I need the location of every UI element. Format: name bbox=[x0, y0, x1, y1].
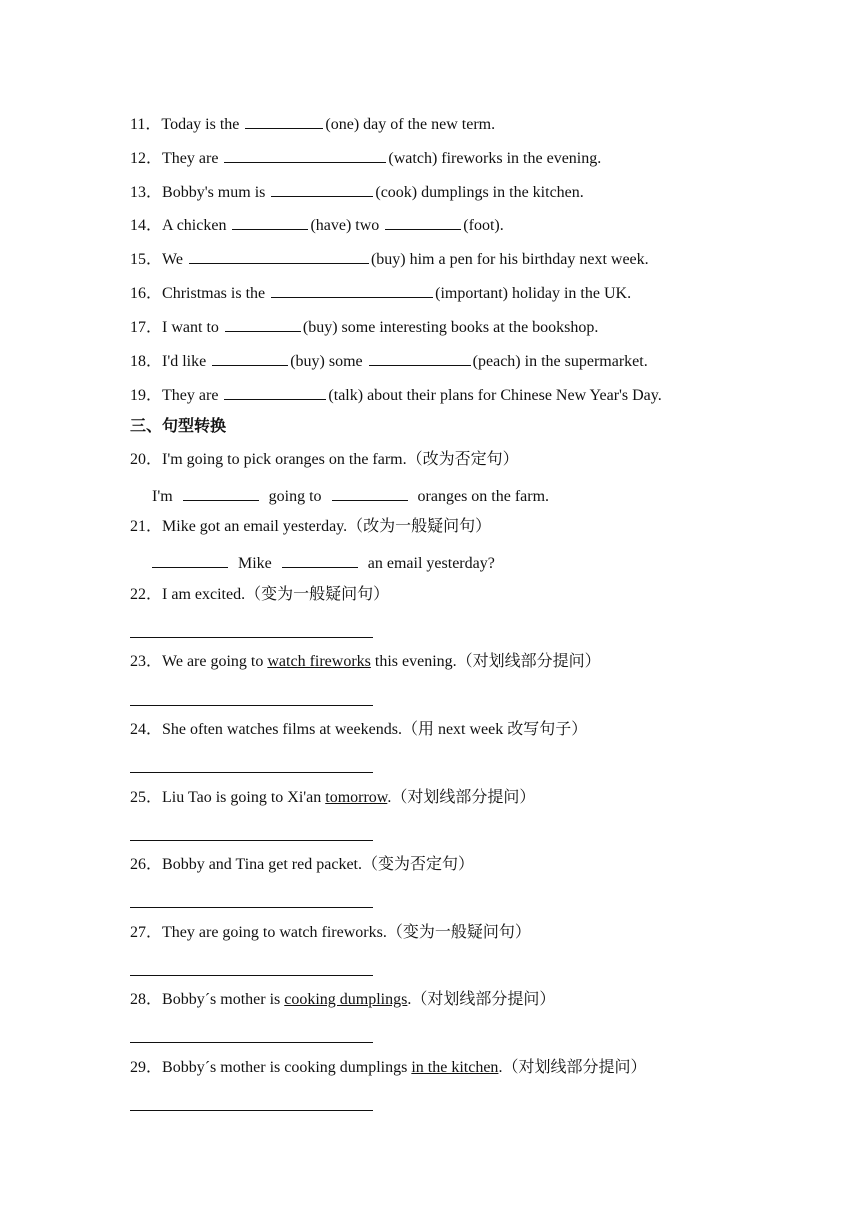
question-number: 17． bbox=[130, 319, 163, 336]
question-text: Today is the bbox=[161, 116, 240, 133]
question-text: (watch) fireworks in the evening. bbox=[388, 150, 602, 167]
question-text: We bbox=[162, 251, 183, 268]
question-15 bbox=[130, 247, 649, 270]
question-text: Christmas is the bbox=[162, 285, 266, 302]
question-21 bbox=[130, 517, 491, 537]
question-27 bbox=[130, 923, 531, 943]
sentence-text: oranges on the farm. bbox=[417, 488, 550, 505]
question-text: (peach) in the supermarket. bbox=[472, 353, 648, 370]
sentence-text: Mike bbox=[238, 555, 272, 572]
question-text: They are going to watch fireworks.（变为一般疑问句） bbox=[162, 924, 531, 941]
answer-blank[interactable] bbox=[224, 383, 326, 400]
question-13 bbox=[130, 180, 584, 203]
question-text: (one) day of the new term. bbox=[325, 116, 496, 133]
question-text: I am excited.（变为一般疑问句） bbox=[162, 586, 390, 603]
answer-line[interactable] bbox=[130, 974, 373, 976]
question-number: 19． bbox=[130, 387, 163, 404]
question-number: 28． bbox=[130, 991, 163, 1008]
question-12 bbox=[130, 146, 601, 169]
question-number: 13． bbox=[130, 184, 163, 201]
question-25 bbox=[130, 788, 535, 808]
question-11 bbox=[130, 112, 495, 135]
answer-line[interactable] bbox=[130, 1041, 373, 1043]
question-23 bbox=[130, 652, 601, 672]
question-number: 11． bbox=[130, 116, 162, 133]
question-text: I want to bbox=[162, 319, 219, 336]
answer-line[interactable] bbox=[130, 839, 373, 841]
question-number: 16． bbox=[130, 285, 163, 302]
answer-blank[interactable] bbox=[271, 281, 433, 298]
answer-blank[interactable] bbox=[232, 213, 308, 230]
answer-line[interactable] bbox=[130, 906, 373, 908]
question-22 bbox=[130, 585, 389, 605]
question-number: 12． bbox=[130, 150, 163, 167]
question-text: Bobby and Tina get red packet.（变为否定句） bbox=[162, 856, 474, 873]
question-16 bbox=[130, 281, 631, 304]
question-29 bbox=[130, 1058, 646, 1078]
question-text: We are going to bbox=[162, 653, 268, 670]
answer-blank[interactable] bbox=[385, 213, 461, 230]
answer-blank[interactable] bbox=[189, 247, 369, 264]
underlined-phrase: in the kitchen bbox=[411, 1059, 499, 1076]
answer-blank[interactable] bbox=[183, 484, 259, 501]
question-19 bbox=[130, 383, 662, 406]
question-text: Bobby´s mother is bbox=[162, 991, 285, 1008]
question-14 bbox=[130, 213, 504, 236]
question-17 bbox=[130, 315, 598, 338]
question-text: (buy) some interesting books at the bookshop. bbox=[302, 319, 599, 336]
question-text: (talk) about their plans for Chinese New Year's Day. bbox=[328, 387, 662, 404]
question-text: (foot). bbox=[463, 217, 504, 234]
question-text: (buy) some bbox=[290, 353, 363, 370]
question-number: 18． bbox=[130, 353, 163, 370]
question-number: 21． bbox=[130, 518, 163, 535]
question-number: 14． bbox=[130, 217, 163, 234]
answer-blank[interactable] bbox=[225, 315, 301, 332]
sentence-text: an email yesterday? bbox=[367, 555, 495, 572]
question-26 bbox=[130, 855, 474, 875]
question-24 bbox=[130, 720, 587, 740]
question-text: (buy) him a pen for his birthday next week. bbox=[370, 251, 649, 268]
question-text: .（对划线部分提问） bbox=[387, 789, 536, 806]
sentence-text: going to bbox=[268, 488, 322, 505]
answer-blank[interactable] bbox=[245, 112, 323, 129]
underlined-phrase: watch fireworks bbox=[267, 653, 371, 670]
question-number: 29． bbox=[130, 1059, 163, 1076]
question-text: (have) two bbox=[310, 217, 380, 234]
question-number: 26． bbox=[130, 856, 163, 873]
answer-line[interactable] bbox=[130, 704, 373, 706]
answer-blank[interactable] bbox=[282, 551, 358, 568]
question-text: I'd like bbox=[162, 353, 207, 370]
question-text: They are bbox=[162, 387, 219, 404]
question-text: Mike got an email yesterday.（改为一般疑问句） bbox=[162, 518, 492, 535]
question-text: (cook) dumplings in the kitchen. bbox=[375, 184, 584, 201]
answer-line[interactable] bbox=[130, 771, 373, 773]
question-text: A chicken bbox=[162, 217, 227, 234]
question-text: She often watches films at weekends.（用 next week 改写句子） bbox=[162, 721, 588, 738]
section-title: 三、句型转换 bbox=[130, 416, 227, 435]
question-text: Liu Tao is going to Xi'an bbox=[162, 789, 326, 806]
question-number: 27． bbox=[130, 924, 163, 941]
answer-blank[interactable] bbox=[212, 349, 288, 366]
answer-blank[interactable] bbox=[271, 180, 373, 197]
question-number: 22． bbox=[130, 586, 163, 603]
answer-blank[interactable] bbox=[369, 349, 471, 366]
question-text: this evening.（对划线部分提问） bbox=[370, 653, 601, 670]
answer-blank[interactable] bbox=[224, 146, 386, 163]
question-28 bbox=[130, 990, 555, 1010]
question-18 bbox=[130, 349, 648, 372]
question-number: 24． bbox=[130, 721, 163, 738]
answer-line[interactable] bbox=[130, 636, 373, 638]
underlined-phrase: tomorrow bbox=[325, 789, 388, 806]
question-text: (important) holiday in the UK. bbox=[435, 285, 632, 302]
answer-blank[interactable] bbox=[332, 484, 408, 501]
question-text: .（对划线部分提问） bbox=[407, 991, 556, 1008]
question-number: 23． bbox=[130, 653, 163, 670]
question-number: 15． bbox=[130, 251, 163, 268]
question-number: 25． bbox=[130, 789, 163, 806]
question-text: They are bbox=[162, 150, 219, 167]
answer-blank[interactable] bbox=[152, 551, 228, 568]
question-20 bbox=[130, 450, 519, 470]
question-text: I'm going to pick oranges on the farm.（改为否定句） bbox=[162, 451, 519, 468]
sentence-text: I'm bbox=[152, 488, 173, 505]
question-number: 20． bbox=[130, 451, 163, 468]
answer-line[interactable] bbox=[130, 1109, 373, 1111]
underlined-phrase: cooking dumplings bbox=[284, 991, 408, 1008]
question-text: Bobby´s mother is cooking dumplings bbox=[162, 1059, 412, 1076]
question-21-answer-line bbox=[152, 551, 495, 574]
question-text: .（对划线部分提问） bbox=[498, 1059, 647, 1076]
question-text: Bobby's mum is bbox=[162, 184, 266, 201]
question-20-answer-line bbox=[152, 484, 549, 507]
